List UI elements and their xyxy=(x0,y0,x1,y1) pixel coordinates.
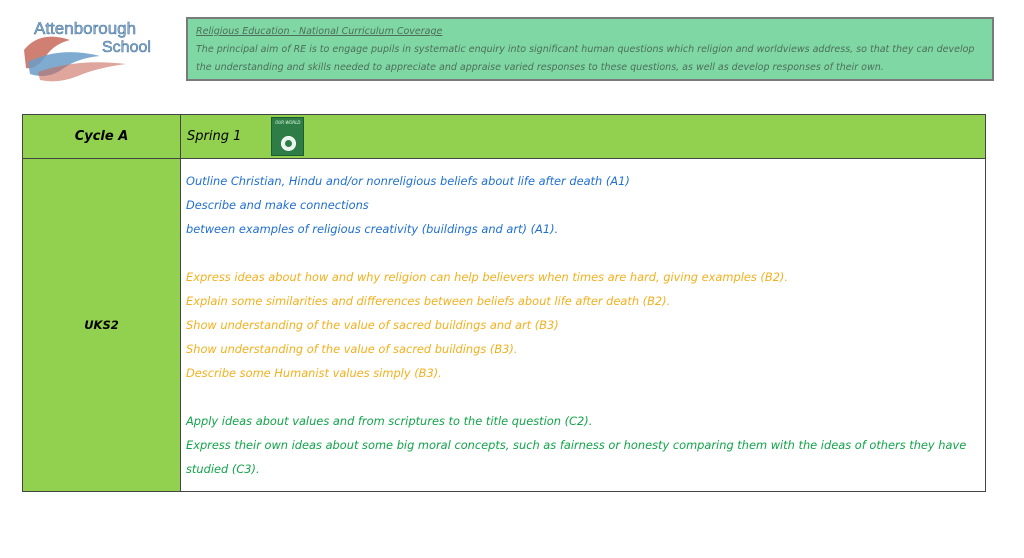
our-world-badge-icon xyxy=(271,117,304,156)
cycle-cell: Cycle A xyxy=(23,115,181,159)
objective-line: Express their own ideas about some big moral concepts, such as fairness or honesty comparing them with the ideas of others they have xyxy=(186,438,967,452)
intro-box xyxy=(186,17,994,81)
objectives-group-a xyxy=(186,169,980,241)
objectives-group-c xyxy=(186,409,980,481)
intro-title: Religious Education - National Curriculum Coverage xyxy=(196,26,443,37)
objective-line: Show understanding of the value of sacred buildings and art (B3) xyxy=(186,318,559,332)
logo-word-2: School xyxy=(102,39,151,56)
objective-line: between examples of religious creativity (buildings and art) (A1). xyxy=(186,222,559,236)
objectives-group-b xyxy=(186,265,980,385)
spacer xyxy=(186,241,980,265)
objectives-cell xyxy=(181,159,986,492)
coverage-table xyxy=(22,114,986,492)
globe-icon xyxy=(281,136,296,151)
objective-line: Describe some Humanist values simply (B3). xyxy=(186,366,442,380)
objective-line: Show understanding of the value of sacred buildings (B3). xyxy=(186,342,518,356)
school-logo xyxy=(18,10,168,84)
spacer xyxy=(186,385,980,409)
term-cell xyxy=(181,115,986,159)
objective-line: Explain some similarities and differences between beliefs about life after death (B2). xyxy=(186,294,671,308)
objective-line: Apply ideas about values and from scriptures to the title question (C2). xyxy=(186,414,593,428)
stage-cell: UKS2 xyxy=(23,159,181,492)
badge-text: OUR WORLD xyxy=(275,120,301,125)
intro-text: The principal aim of RE is to engage pupils in systematic enquiry into significant human questions which religion and worldviews address, so that they can develop the understanding and skills needed to appreciate and appraise varied responses to these questions, as well as develop responses of their own. xyxy=(196,44,975,73)
table-body-row xyxy=(23,159,986,492)
objective-line: studied (C3). xyxy=(186,462,260,476)
table-header-row xyxy=(23,115,986,159)
objective-line: Outline Christian, Hindu and/or nonreligious beliefs about life after death (A1) xyxy=(186,174,630,188)
logo-word-1: Attenborough xyxy=(34,19,137,38)
term-label: Spring 1 xyxy=(187,129,242,144)
objective-line: Describe and make connections xyxy=(186,198,369,212)
objective-line: Express ideas about how and why religion can help believers when times are hard, giving examples (B2). xyxy=(186,270,789,284)
